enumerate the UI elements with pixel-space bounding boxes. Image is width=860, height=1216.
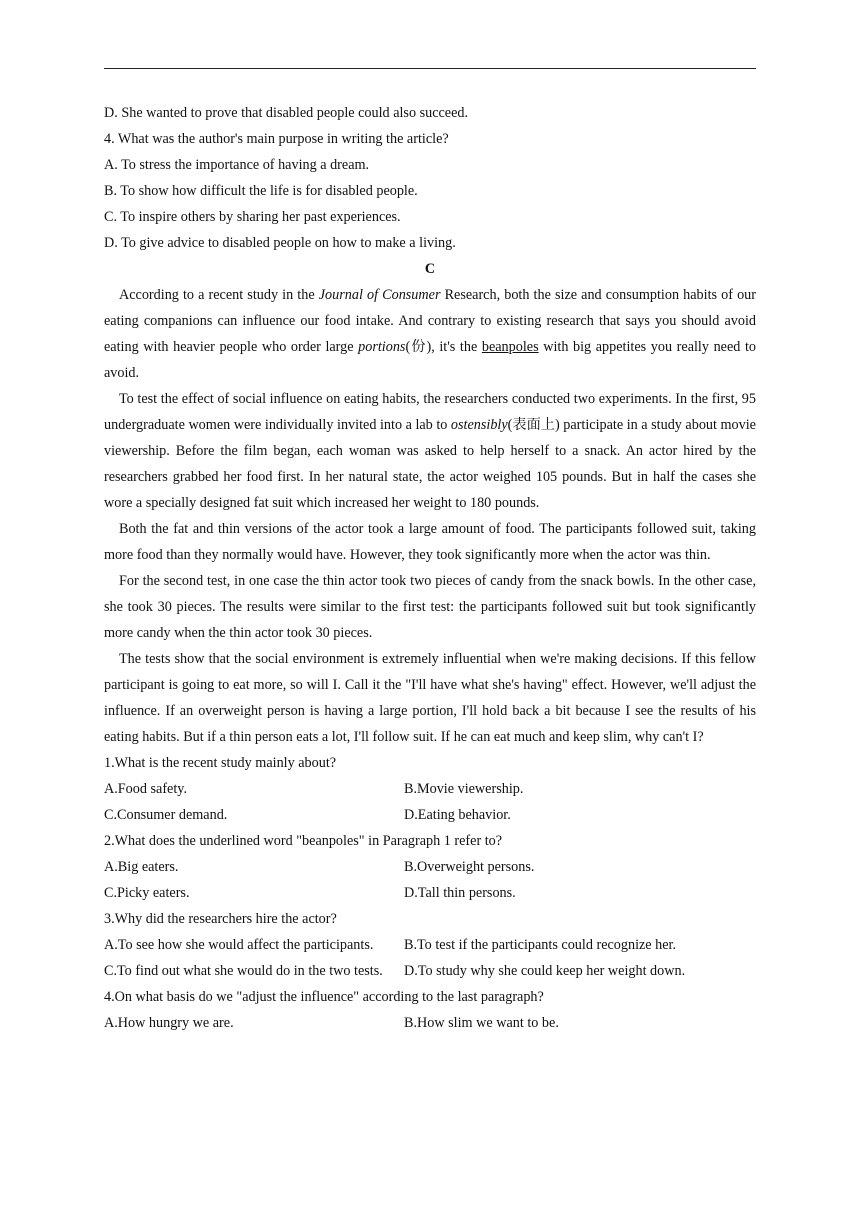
option-line: A. To stress the importance of having a dream. xyxy=(104,157,370,173)
paragraph-5: The tests show that the social environment is extremely influential when we're making decisions. If this fellow participant is going to eat more, so will I. Call it the "I'll have what she's having" effect. However, we'll adjust the influence. If an overweight person is having a large portion, I'll hold back a bit because I see the results of his eating habits. But if a thin person eats a lot, I'll follow suit. If he can eat much and keep slim, why can't I? xyxy=(104,651,756,745)
paragraph-1 xyxy=(104,282,756,386)
p2-ostensibly-italic: ostensibly xyxy=(450,417,508,433)
p1-text-4: with big appetites you really need to avoid. xyxy=(104,339,756,381)
q3-options-row-2 xyxy=(104,958,756,984)
question-4: 4.On what basis do we "adjust the influence" according to the last paragraph? xyxy=(104,989,544,1005)
p1-journal-italic: Journal of Consumer xyxy=(318,287,441,303)
option-line: B. To show how difficult the life is for disabled people. xyxy=(104,183,418,199)
q1-options-row-1 xyxy=(104,776,756,802)
q2-option-d: D.Tall thin persons. xyxy=(404,885,516,901)
q1-option-a: A.Food safety. xyxy=(104,781,188,797)
p2-text-2: (表面上) participate in a study about movie viewership. Before the film began, each woman was asked to help herself to a snack. An actor hired by the researchers grabbed her food first. In her natural state, the actor weighed 105 pounds. But in half the cases she wore a specially designed fat suit which increased her weight to 180 pounds. xyxy=(104,417,756,511)
q3-option-b: B.To test if the participants could recognize her. xyxy=(404,937,677,953)
q4-option-b: B.How slim we want to be. xyxy=(404,1015,559,1031)
paragraph-3: Both the fat and thin versions of the actor took a large amount of food. The participants followed suit, taking more food than they normally would have. However, they took significantly more when the actor was thin. xyxy=(104,521,756,563)
q2-option-a: A.Big eaters. xyxy=(104,859,179,875)
q2-option-b: B.Overweight persons. xyxy=(404,859,535,875)
p1-portions-italic: portions xyxy=(358,339,406,355)
header-rule xyxy=(104,68,756,69)
q2-options-row-1 xyxy=(104,854,756,880)
p1-text-2: Research, both the size and consumption habits of our eating companions can influence our food intake. And contrary to existing research that says you should avoid eating with heavier people who order large xyxy=(104,287,756,355)
question-line: 4. What was the author's main purpose in writing the article? xyxy=(104,131,449,147)
option-line: D. To give advice to disabled people on how to make a living. xyxy=(104,235,456,251)
q4-option-a: A.How hungry we are. xyxy=(104,1015,234,1031)
q3-options-row-1 xyxy=(104,932,756,958)
paragraph-4: For the second test, in one case the thin actor took two pieces of candy from the snack bowls. In the other case, she took 30 pieces. The results were similar to the first test: the participants followed suit but took significantly more candy when the thin actor took 30 pieces. xyxy=(104,573,756,641)
q4-options-row-1 xyxy=(104,1010,756,1036)
q3-option-c: C.To find out what she would do in the two tests. xyxy=(104,963,383,979)
paragraph-2 xyxy=(104,386,756,516)
p1-text-1: According to a recent study in the xyxy=(119,287,319,303)
q2-option-c: C.Picky eaters. xyxy=(104,885,190,901)
q3-option-d: D.To study why she could keep her weight down. xyxy=(404,963,686,979)
option-line: D. She wanted to prove that disabled people could also succeed. xyxy=(104,105,469,121)
question-2: 2.What does the underlined word "beanpoles" in Paragraph 1 refer to? xyxy=(104,833,503,849)
p1-beanpoles-underlined: beanpoles xyxy=(481,339,539,355)
option-line: C. To inspire others by sharing her past experiences. xyxy=(104,209,401,225)
q3-option-a: A.To see how she would affect the participants. xyxy=(104,937,374,953)
q1-option-d: D.Eating behavior. xyxy=(404,807,511,823)
question-1: 1.What is the recent study mainly about? xyxy=(104,755,337,771)
p2-text-1: To test the effect of social influence on eating habits, the researchers conducted two experiments. In the first, 95 undergraduate women were individually invited into a lab to xyxy=(104,391,756,433)
q1-option-c: C.Consumer demand. xyxy=(104,807,228,823)
question-3: 3.Why did the researchers hire the actor? xyxy=(104,911,337,927)
q2-options-row-2 xyxy=(104,880,756,906)
p1-text-3: (份), it's the xyxy=(405,339,482,355)
q1-options-row-2 xyxy=(104,802,756,828)
section-title: C xyxy=(424,261,436,277)
document-content xyxy=(104,100,756,1036)
q1-option-b: B.Movie viewership. xyxy=(404,781,524,797)
